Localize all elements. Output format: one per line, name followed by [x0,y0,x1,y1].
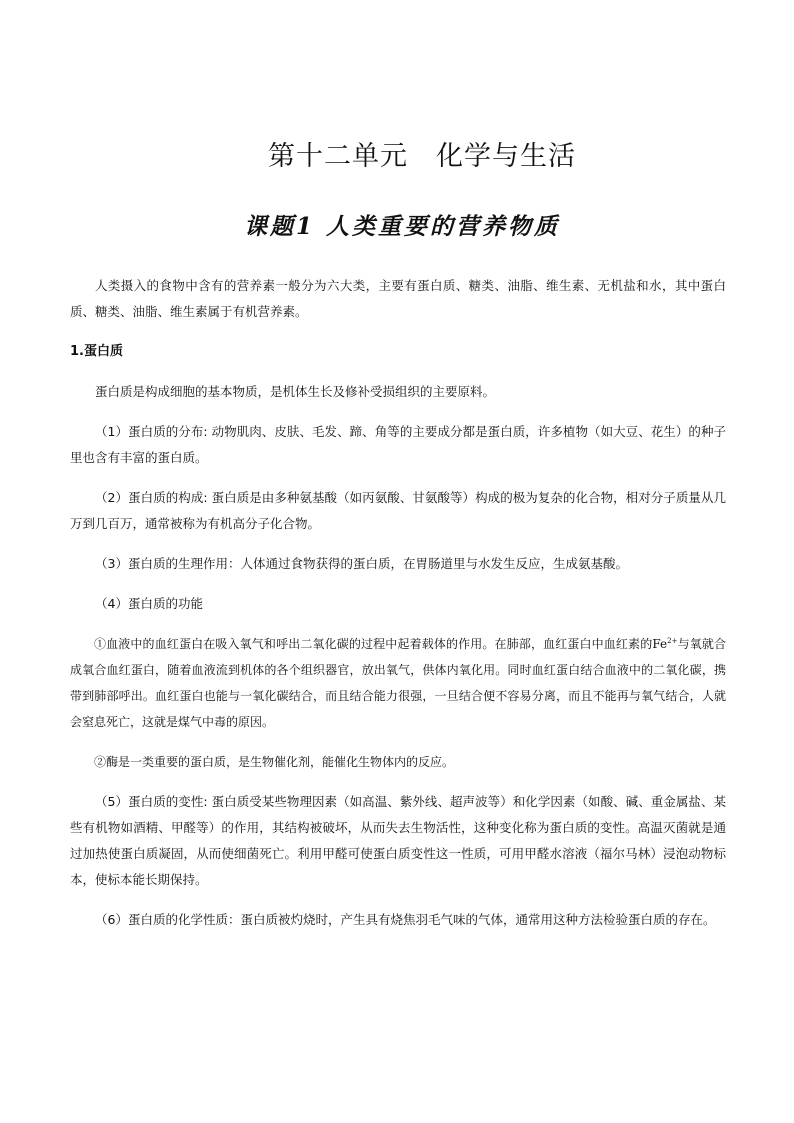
iron-charge: 2+ [667,637,678,645]
document-body [70,273,726,947]
protein-physiology-paragraph: （3）蛋白质的生理作用：人体通过食物获得的蛋白质，在胃肠道里与水发生反应，生成氨基酸。 [95,556,628,571]
hemoglobin-text-before: ①血液中的血红蛋白在吸入氧气和呼出二氧化碳的过程中起着载体的作用。在肺部，血红蛋白中血红素的Fe [94,637,668,651]
hemoglobin-paragraph [70,631,726,735]
protein-basic-paragraph: 蛋白质是构成细胞的基本物质，是机体生长及修补受损组织的主要原料。 [95,384,496,399]
lesson-title: 课题1 人类重要的营养物质 [243,213,560,240]
protein-distribution-paragraph: （1）蛋白质的分布: 动物肌肉、皮肤、毛发、蹄、角等的主要成分都是蛋白质，许多植物（如大豆、花生）的种子里也含有丰富的蛋白质。 [70,424,726,465]
intro-paragraph: 人类摄入的食物中含有的营养素一般分为六大类，主要有蛋白质、糖类、油脂、维生素、无机盐和水，其中蛋白质、糖类、油脂、维生素属于有机营养素。 [70,278,726,319]
protein-composition-paragraph: （2）蛋白质的构成: 蛋白质是由多种氨基酸（如丙氨酸、甘氨酸等）构成的极为复杂的化合物，相对分子质量从几万到几百万，通常被称为有机高分子化合物。 [70,490,726,531]
protein-denaturation-paragraph: （5）蛋白质的变性: 蛋白质受某些物理因素（如高温、紫外线、超声波等）和化学因素（如酸、碱、重金属盐、某些有机物如酒精、甲醛等）的作用，其结构被破坏，从而失去生物活性，这种变化称为蛋白质的变性。高温灭菌就是通过加热使蛋白质凝固，从而使细菌死亡。利用甲醛可使蛋白质变性这一性质，可用甲醛水溶液（福尔马林）浸泡动物标本，使标本能长期保持。 [70,794,726,887]
hemoglobin-text-after: 与氧就合成氧合血红蛋白，随着血液流到机体的各个组织器官，放出氧气，供体内氧化用。同时血红蛋白结合血液中的二氧化碳，携带到肺部呼出。血红蛋白也能与一氧化碳结合，而且结合能力很强，一旦结合便不容易分离，而且不能再与氧气结合，人就会窒息死亡，这就是煤气中毒的原因。 [70,637,726,729]
protein-chemical-property-paragraph: （6）蛋白质的化学性质：蛋白质被灼烧时，产生具有烧焦羽毛气味的气体，通常用这种方法检验蛋白质的存在。 [95,912,716,927]
protein-function-heading: （4）蛋白质的功能 [95,596,203,611]
unit-title: 第十二单元 化学与生活 [268,141,576,172]
enzyme-paragraph: ②酶是一类重要的蛋白质，是生物催化剂，能催化生物体内的反应。 [94,755,455,769]
section-heading-protein: 1.蛋白质 [70,344,123,359]
